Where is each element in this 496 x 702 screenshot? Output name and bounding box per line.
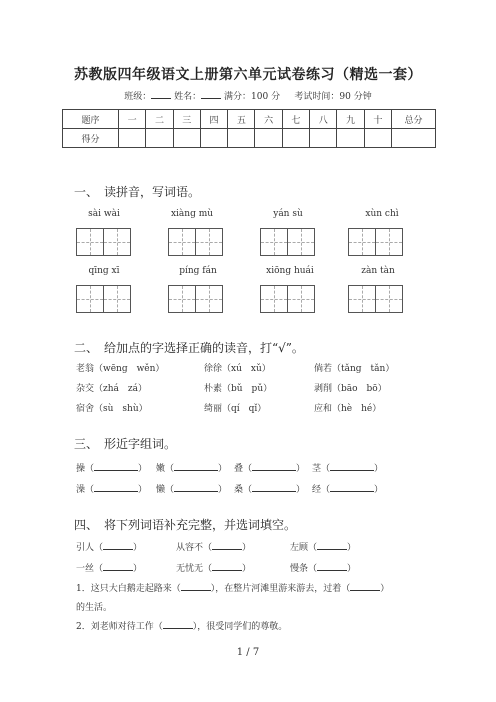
answer-blank[interactable] (181, 583, 211, 591)
reading-item[interactable]: 宿舍（sù shù） (76, 404, 148, 414)
header-cell: 七 (282, 110, 309, 129)
name-label: 姓名： (174, 92, 202, 102)
answer-blank[interactable] (163, 621, 193, 629)
class-label: 班级： (124, 92, 152, 102)
pinyin-label: xùn chì (365, 209, 399, 219)
score-cell[interactable] (200, 129, 227, 148)
section-4-title: 将下列词语补充完整，并选词填空。 (104, 518, 297, 532)
header-cell: 九 (337, 110, 364, 129)
writing-cell[interactable] (287, 285, 315, 313)
similar-char-item (234, 482, 305, 495)
pinyin-label: píng fán (179, 266, 217, 276)
similar-char-item (234, 461, 305, 474)
writing-grid[interactable] (260, 285, 314, 313)
score-cell[interactable] (337, 129, 364, 148)
similar-char-item (312, 461, 383, 474)
idiom-item (76, 561, 142, 574)
reading-item[interactable]: 剥削（bāo bō） (314, 384, 387, 394)
idiom-label: 无忧无（ (176, 564, 213, 574)
reading-item[interactable]: 应和（hè hé） (314, 404, 382, 414)
answer-blank[interactable] (252, 463, 296, 471)
pinyin-label: xiàng mù (170, 209, 214, 219)
score-cell[interactable] (364, 129, 391, 148)
close-paren: ） (138, 464, 148, 474)
section-1-heading (74, 183, 200, 200)
question-text: ），很受同学们的尊敬。 (192, 622, 288, 632)
answer-blank[interactable] (94, 463, 138, 471)
similar-char-label: 叠（ (234, 464, 253, 474)
score-cell[interactable] (228, 129, 255, 148)
answer-blank[interactable] (252, 484, 296, 492)
close-paren: ） (242, 564, 252, 574)
section-2-title: 给加点的字选择正确的读音，打“√”。 (104, 341, 304, 355)
writing-grid[interactable] (260, 228, 314, 256)
idiom-label: 引人（ (76, 543, 104, 553)
question-2 (76, 619, 287, 632)
question-1 (76, 581, 389, 594)
question-text: ） (380, 584, 390, 594)
close-paren: ） (296, 464, 306, 474)
writing-cell[interactable] (348, 285, 376, 313)
score-cell[interactable] (173, 129, 200, 148)
writing-grid[interactable] (348, 285, 402, 313)
idiom-item (290, 561, 356, 574)
header-cell: 五 (228, 110, 255, 129)
answer-blank[interactable] (174, 463, 218, 471)
idiom-item (76, 540, 142, 553)
writing-cell[interactable] (168, 285, 196, 313)
header-cell: 六 (255, 110, 282, 129)
section-2-number: 二、 (74, 341, 99, 355)
writing-cell[interactable] (195, 285, 223, 313)
writing-grid[interactable] (76, 285, 130, 313)
section-4-heading (74, 516, 296, 533)
question-text: 1．这只大白鹅走起路来（ (76, 584, 181, 594)
score-cell[interactable] (119, 129, 146, 148)
similar-char-label: 澡（ (76, 485, 95, 495)
header-cell: 一 (119, 110, 146, 129)
reading-item[interactable]: 老翁（wēng wěn） (76, 364, 165, 374)
writing-grid[interactable] (168, 285, 222, 313)
answer-blank[interactable] (330, 463, 374, 471)
reading-item[interactable]: 倘若（tǎng tǎn） (314, 364, 395, 374)
writing-grid[interactable] (168, 228, 222, 256)
header-cell: 四 (200, 110, 227, 129)
score-table (62, 109, 436, 148)
idiom-label: 一丝（ (76, 564, 104, 574)
close-paren: ） (347, 543, 357, 553)
section-3-heading (74, 435, 176, 452)
writing-grid[interactable] (348, 228, 402, 256)
similar-char-item (312, 482, 383, 495)
section-2-heading (74, 339, 304, 356)
similar-char-item (156, 461, 227, 474)
answer-blank[interactable] (174, 484, 218, 492)
similar-char-item (76, 482, 147, 495)
writing-cell[interactable] (260, 285, 288, 313)
idiom-label: 左顾（ (290, 543, 318, 553)
page-number: 1 / 7 (236, 647, 260, 658)
similar-char-label: 经（ (312, 485, 331, 495)
writing-cell[interactable] (287, 228, 315, 256)
close-paren: ） (347, 564, 357, 574)
answer-blank[interactable] (330, 484, 374, 492)
name-blank[interactable] (201, 91, 221, 99)
score-cell[interactable] (146, 129, 173, 148)
close-paren: ） (218, 485, 228, 495)
answer-blank[interactable] (350, 583, 380, 591)
reading-item[interactable]: 绮丽（qí qǐ） (204, 404, 267, 414)
pinyin-label: yán sù (273, 209, 303, 219)
similar-char-item (156, 482, 227, 495)
header-cell: 八 (310, 110, 337, 129)
similar-char-label: 操（ (76, 464, 95, 474)
answer-blank[interactable] (317, 542, 347, 550)
writing-cell[interactable] (168, 228, 196, 256)
page-title: 苏教版四年级语文上册第六单元试卷练习（精选一套） (74, 67, 422, 83)
writing-grid[interactable] (76, 228, 130, 256)
idiom-label: 慢条（ (290, 564, 318, 574)
writing-cell[interactable] (375, 285, 403, 313)
idiom-item (176, 561, 251, 574)
writing-cell[interactable] (103, 285, 131, 313)
writing-cell[interactable] (103, 228, 131, 256)
header-cell: 十 (364, 110, 391, 129)
class-blank[interactable] (151, 91, 171, 99)
pinyin-label: qīng xī (88, 266, 120, 276)
score-cell[interactable] (282, 129, 309, 148)
header-cell: 总分 (392, 110, 436, 129)
close-paren: ） (133, 543, 143, 553)
writing-cell[interactable] (375, 228, 403, 256)
section-1-title: 读拼音，写词语。 (104, 185, 201, 199)
reading-item[interactable]: 徐徐（xú xǔ） (204, 364, 271, 374)
close-paren: ） (242, 543, 252, 553)
reading-item[interactable]: 朴素（bǔ pǔ） (204, 384, 273, 394)
score-row-label: 得分 (63, 129, 119, 148)
header-cell: 二 (146, 110, 173, 129)
close-paren: ） (218, 464, 228, 474)
score-cell[interactable] (310, 129, 337, 148)
writing-cell[interactable] (76, 228, 104, 256)
idiom-item (176, 540, 251, 553)
similar-char-label: 嫩（ (156, 464, 175, 474)
question-text: 2．刘老师对待工作（ (76, 622, 163, 632)
pinyin-label: sài wài (88, 209, 120, 219)
question-1-continued: 的生活。 (76, 603, 113, 613)
similar-char-label: 桑（ (234, 485, 253, 495)
question-text: ），在整片河滩里游来游去，过着（ (210, 584, 351, 594)
section-3-number: 三、 (74, 437, 99, 451)
close-paren: ） (374, 464, 384, 474)
score-cell[interactable] (255, 129, 282, 148)
section-4-number: 四、 (74, 518, 99, 532)
close-paren: ） (133, 564, 143, 574)
answer-blank[interactable] (94, 484, 138, 492)
close-paren: ） (296, 485, 306, 495)
score-cell[interactable] (392, 129, 436, 148)
score-label: 满分：100 分 (224, 92, 281, 102)
answer-blank[interactable] (317, 563, 347, 571)
close-paren: ） (374, 485, 384, 495)
header-cell: 三 (173, 110, 200, 129)
writing-cell[interactable] (195, 228, 223, 256)
section-1-number: 一、 (74, 185, 99, 199)
similar-char-item (76, 461, 147, 474)
pinyin-label: xiōng huái (266, 266, 314, 276)
section-3-title: 形近字组词。 (104, 437, 177, 451)
answer-blank[interactable] (212, 542, 242, 550)
header-cell: 题序 (63, 110, 119, 129)
similar-char-label: 懒（ (156, 485, 175, 495)
writing-cell[interactable] (260, 228, 288, 256)
time-label: 考试时间：90 分钟 (294, 92, 372, 102)
writing-cell[interactable] (76, 285, 104, 313)
answer-blank[interactable] (103, 563, 133, 571)
close-paren: ） (138, 485, 148, 495)
idiom-item (290, 540, 356, 553)
score-table-header-row (63, 110, 436, 129)
score-table-score-row (63, 129, 436, 148)
answer-blank[interactable] (103, 542, 133, 550)
idiom-label: 从容不（ (176, 543, 213, 553)
similar-char-label: 茎（ (312, 464, 331, 474)
reading-item[interactable]: 杂交（zhá zá） (76, 384, 148, 394)
writing-cell[interactable] (348, 228, 376, 256)
answer-blank[interactable] (212, 563, 242, 571)
pinyin-label: zàn tàn (361, 266, 395, 276)
exam-info (0, 89, 496, 102)
